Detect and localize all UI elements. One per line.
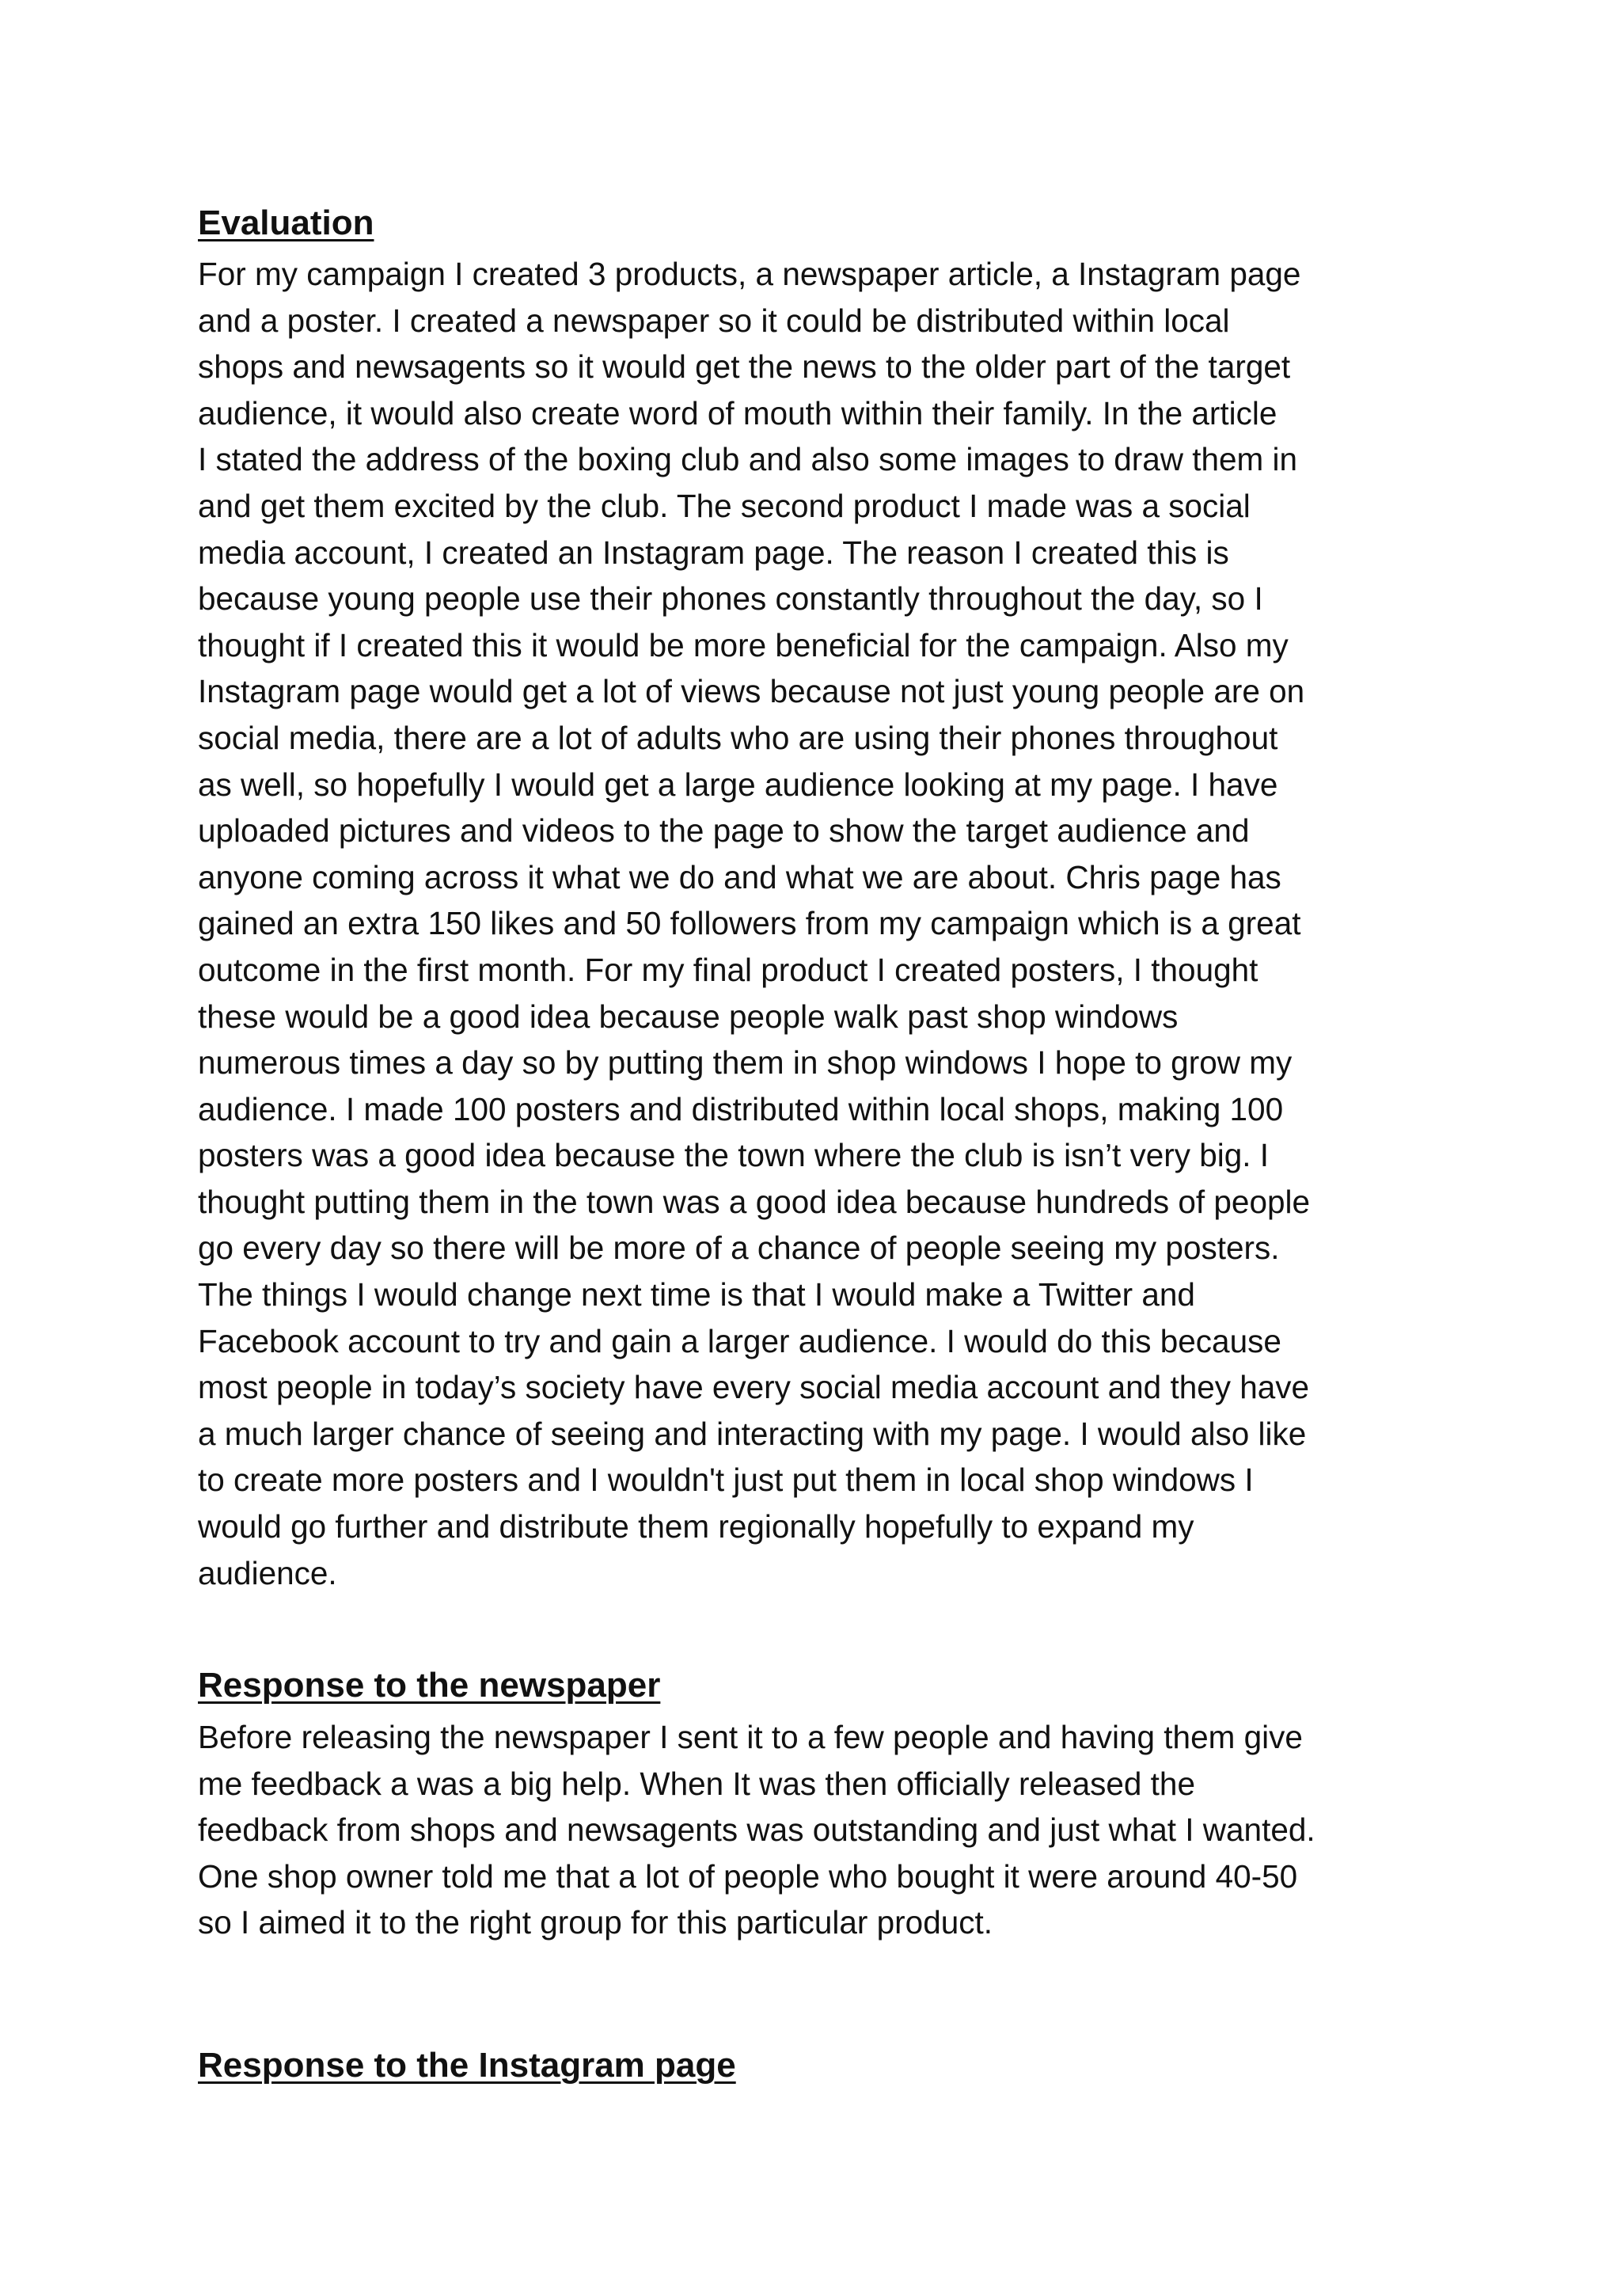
newspaper-response-paragraph xyxy=(198,1714,1315,1946)
text-line: posters was a good idea because the town where the club is isn’t very big. I xyxy=(198,1137,1270,1174)
evaluation-paragraph xyxy=(198,251,1310,1596)
text-line: thought putting them in the town was a good idea because hundreds of people xyxy=(198,1183,1311,1220)
text-line: outcome in the first month. For my final product I created posters, I thought xyxy=(198,951,1258,988)
text-line: so I aimed it to the right group for this particular product. xyxy=(198,1904,993,1941)
text-line: most people in today’s society have every social media account and they have xyxy=(198,1369,1310,1406)
instagram-response-heading: Response to the Instagram page xyxy=(198,2046,736,2085)
text-line: and get them excited by the club. The second product I made was a social xyxy=(198,487,1251,524)
text-line: Before releasing the newspaper I sent it to a few people and having them give xyxy=(198,1719,1303,1755)
text-line: uploaded pictures and videos to the page to show the target audience and xyxy=(198,812,1250,850)
text-line: anyone coming across it what we do and what we are about. Chris page has xyxy=(198,858,1281,895)
text-line: audience, it would also create word of mouth within their family. In the article xyxy=(198,394,1277,431)
text-line: One shop owner told me that a lot of people who bought it were around 40-50 xyxy=(198,1857,1298,1895)
text-line: numerous times a day so by putting them in shop windows I hope to grow my xyxy=(198,1044,1293,1081)
text-line: to create more posters and I wouldn't just put them in local shop windows I xyxy=(198,1462,1254,1499)
text-line: The things I would change next time is that I would make a Twitter and xyxy=(198,1276,1195,1313)
text-line: me feedback a was a big help. When It was then officially released the xyxy=(198,1765,1195,1802)
text-line: Facebook account to try and gain a larger audience. I would do this because xyxy=(198,1322,1281,1359)
text-line: these would be a good idea because people walk past shop windows xyxy=(198,998,1179,1035)
text-line: and a poster. I created a newspaper so it could be distributed within local xyxy=(198,302,1230,339)
text-line: media account, I created an Instagram page. The reason I created this is xyxy=(198,534,1229,571)
document-page xyxy=(198,0,1448,2296)
text-line: shops and newsagents so it would get the news to the older part of the target xyxy=(198,348,1291,386)
text-line: Instagram page would get a lot of views because not just young people are on xyxy=(198,673,1305,710)
text-line: go every day so there will be more of a chance of people seeing my posters. xyxy=(198,1230,1280,1267)
newspaper-response-heading: Response to the newspaper xyxy=(198,1666,661,1705)
text-line: would go further and distribute them regionally hopefully to expand my xyxy=(198,1508,1194,1545)
text-line: audience. xyxy=(198,1554,337,1591)
text-line: social media, there are a lot of adults who are using their phones throughout xyxy=(198,719,1278,756)
text-line: as well, so hopefully I would get a large audience looking at my page. I have xyxy=(198,766,1278,803)
text-line: gained an extra 150 likes and 50 followers from my campaign which is a great xyxy=(198,905,1301,942)
text-line: thought if I created this it would be more beneficial for the campaign. Also my xyxy=(198,626,1289,663)
evaluation-heading: Evaluation xyxy=(198,203,374,242)
text-line: because young people use their phones constantly throughout the day, so I xyxy=(198,580,1263,618)
text-line: feedback from shops and newsagents was outstanding and just what I wanted. xyxy=(198,1811,1315,1849)
text-line: audience. I made 100 posters and distributed within local shops, making 100 xyxy=(198,1090,1284,1127)
text-line: I stated the address of the boxing club and also some images to draw them in xyxy=(198,441,1298,478)
text-line: a much larger chance of seeing and interacting with my page. I would also like xyxy=(198,1415,1307,1452)
text-line: For my campaign I created 3 products, a newspaper article, a Instagram page xyxy=(198,256,1301,292)
